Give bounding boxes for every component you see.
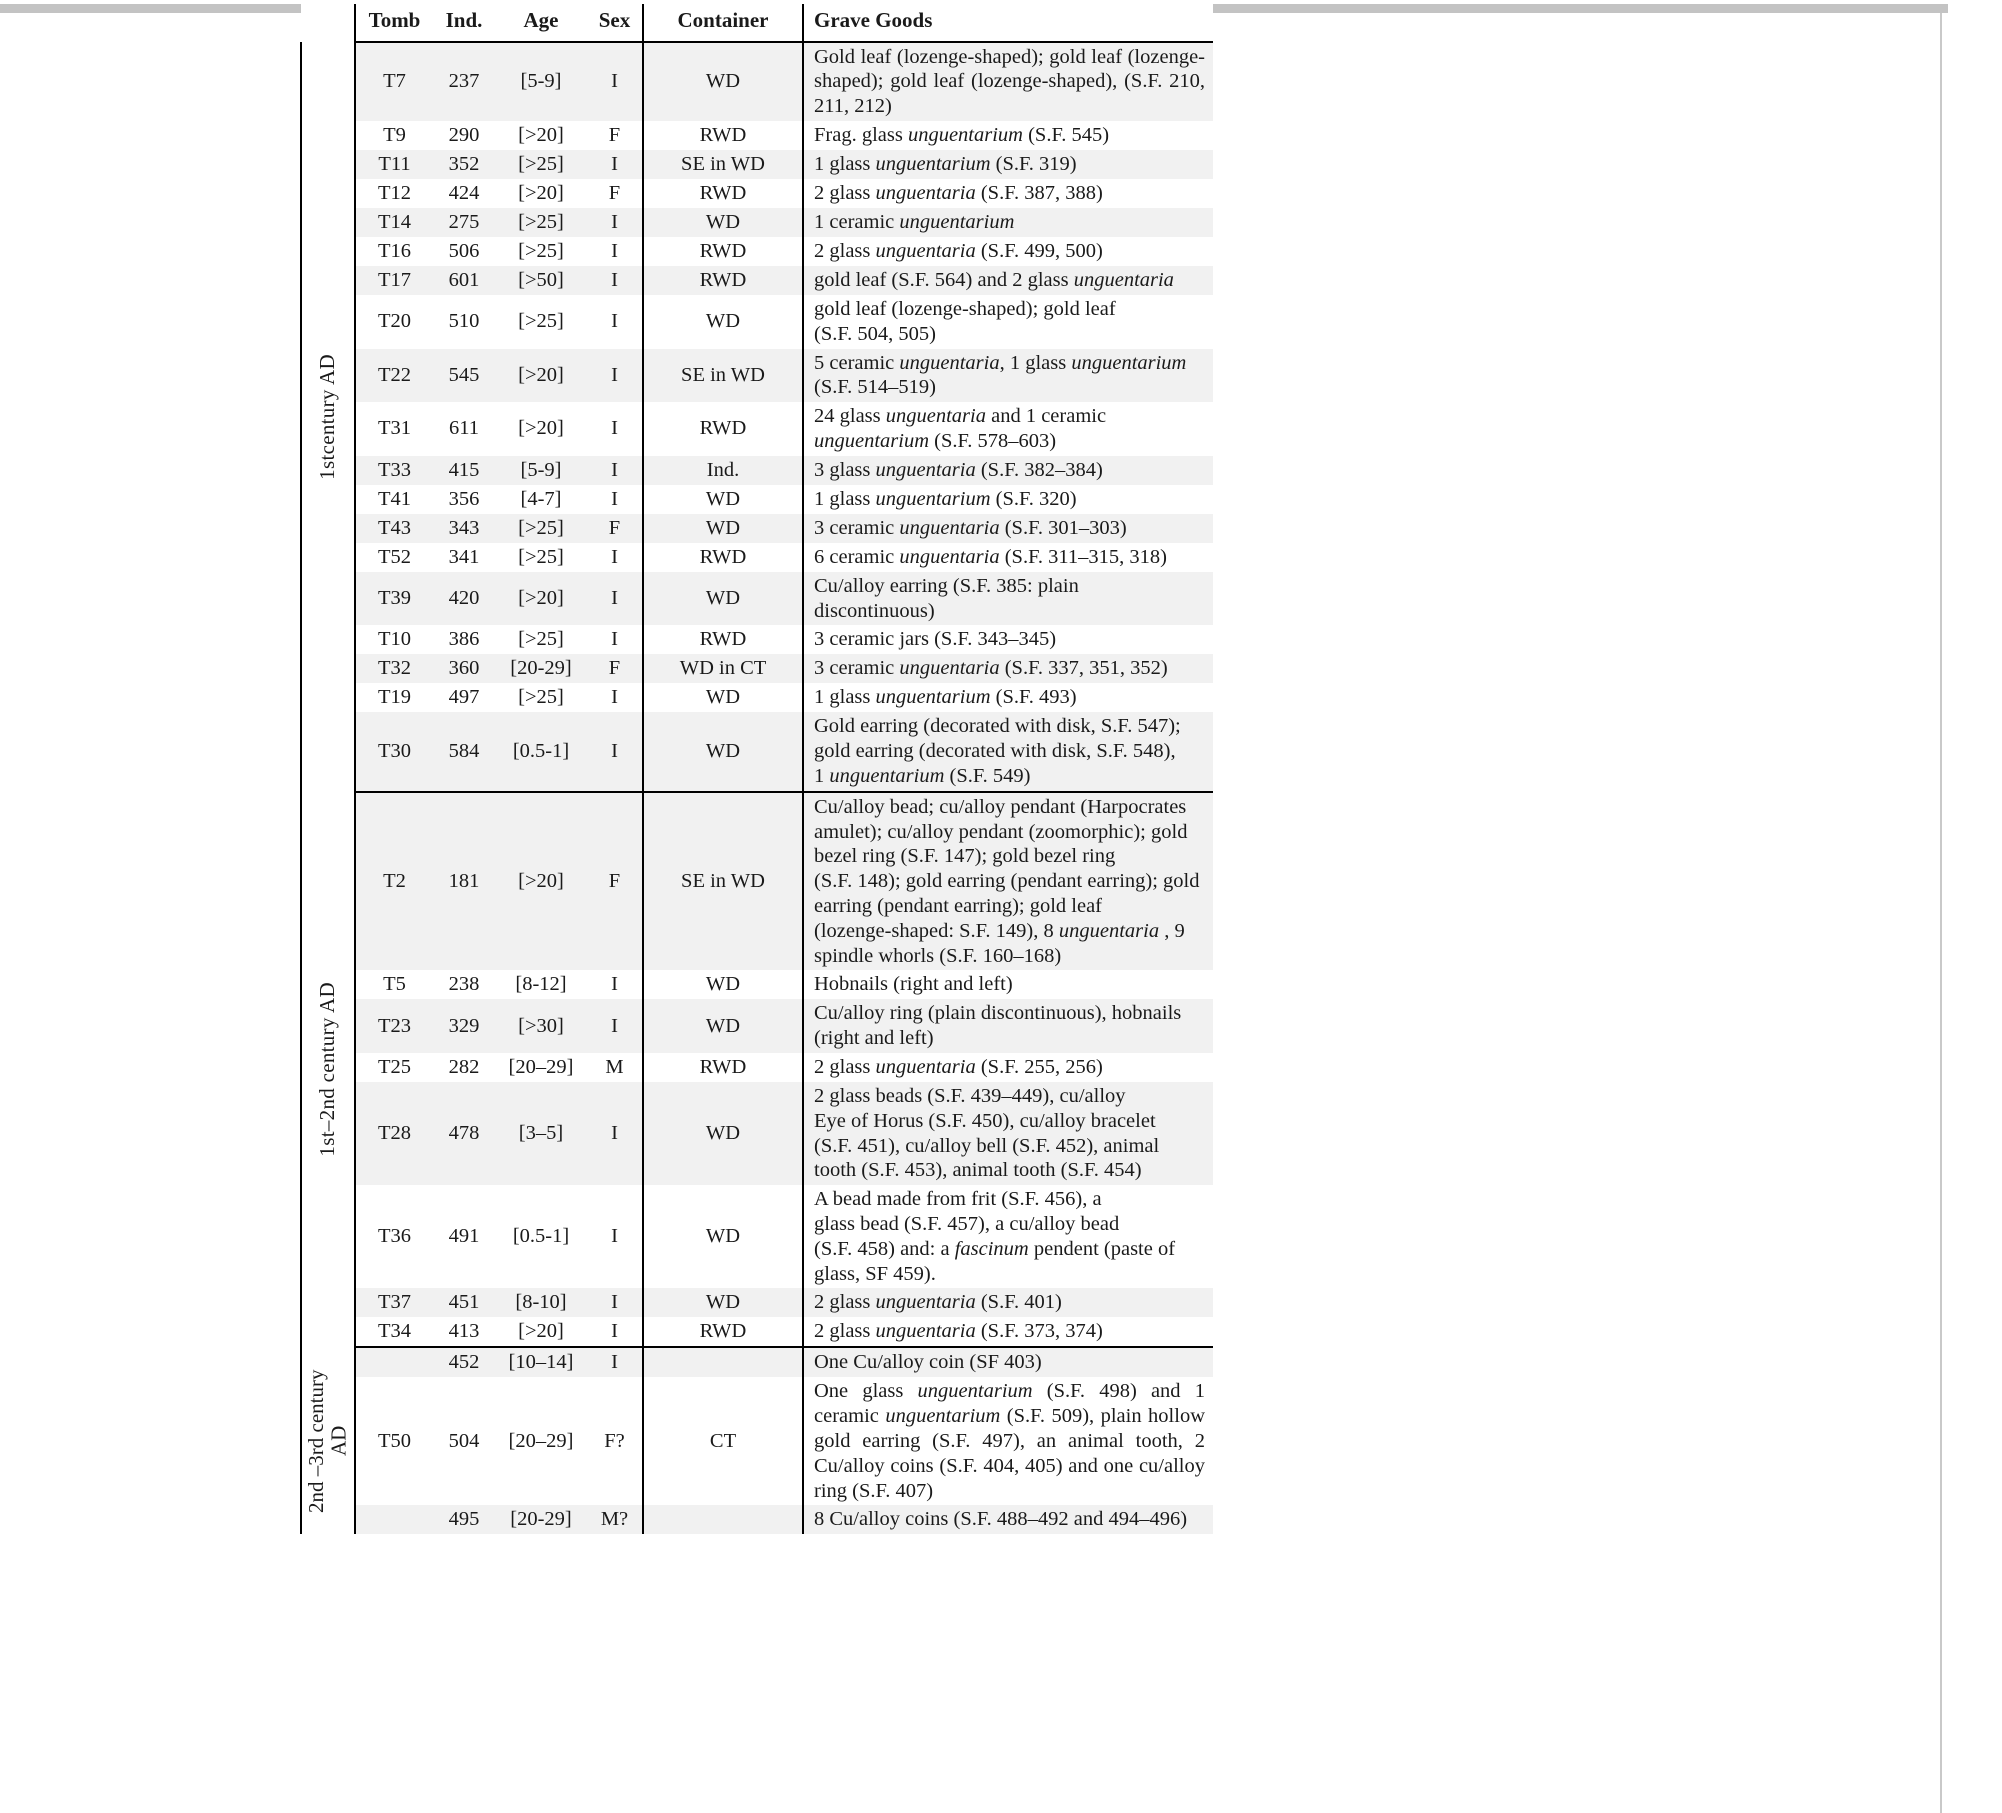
cell-tomb: T36 — [355, 1185, 433, 1288]
cell-container: WD — [643, 683, 803, 712]
cell-tomb: T19 — [355, 683, 433, 712]
cell-ind: 495 — [433, 1505, 495, 1534]
cell-tomb: T33 — [355, 456, 433, 485]
cell-container: SE in WD — [643, 150, 803, 179]
table-row — [301, 42, 1213, 121]
column-header-sex: Sex — [587, 4, 643, 42]
cell-ind: 237 — [433, 42, 495, 121]
cell-tomb: T5 — [355, 970, 433, 999]
cell-tomb: T34 — [355, 1317, 433, 1347]
cell-ind: 341 — [448, 545, 480, 568]
table-row — [301, 456, 1213, 485]
table-row — [301, 572, 1213, 626]
cell-ind: 545 — [433, 349, 495, 403]
column-header-tomb: Tomb — [355, 4, 433, 42]
cell-age: [>25] — [518, 686, 564, 709]
table-row — [301, 625, 1213, 654]
cell-grave-goods: Cu/alloy bead; cu/alloy pendant (Harpocrates amulet); cu/alloy pendant (zoomorphic); gold bezel ring (S.F. 147); gold bezel ring (S.F. 148); gold earring (pendant earring); gold earring (pendant earring); gold leaf (lozenge-shaped: S.F. 149), 8 unguentaria , 9 spindle whorls (S.F. 160–168) — [803, 792, 1213, 971]
table-row — [301, 295, 1213, 349]
cell-tomb: T50 — [355, 1377, 433, 1505]
cell-age: [>25] — [518, 240, 564, 262]
period-label: 1stcentury AD — [315, 353, 340, 480]
cell-age: [0.5-1] — [512, 1225, 570, 1248]
cell-grave-goods: 2 glass unguentaria (S.F. 373, 374) — [803, 1317, 1213, 1347]
cell-tomb: T14 — [355, 208, 433, 237]
cell-tomb: T10 — [355, 625, 433, 654]
column-header-container: Container — [643, 4, 803, 42]
cell-grave-goods: Hobnails (right and left) — [803, 970, 1213, 999]
cell-sex: I — [611, 686, 618, 709]
cell-container: WD — [643, 485, 803, 514]
cell-ind: 386 — [448, 628, 480, 651]
cell-age: [20–29] — [508, 1429, 574, 1452]
cell-ind: 497 — [448, 686, 480, 709]
cell-tomb: T9 — [355, 121, 433, 150]
table-row — [301, 485, 1213, 514]
cell-container: WD — [643, 514, 803, 543]
cell-sex: I — [587, 999, 643, 1053]
cell-grave-goods: 1 glass unguentarium (S.F. 319) — [803, 150, 1213, 179]
cell-grave-goods: One Cu/alloy coin (SF 403) — [803, 1347, 1213, 1377]
cell-ind: 282 — [448, 1055, 480, 1078]
cell-age: [>20] — [495, 1317, 587, 1347]
cell-container: RWD — [643, 266, 803, 295]
cell-ind: 611 — [449, 417, 479, 440]
cell-container: WD — [643, 208, 803, 237]
cell-age: [4-7] — [520, 487, 562, 510]
cell-age: [10–14] — [495, 1347, 587, 1377]
cell-sex: M? — [587, 1505, 643, 1534]
cell-grave-goods: 1 ceramic unguentarium — [803, 208, 1213, 237]
cell-ind: 504 — [448, 1429, 480, 1452]
table-row — [301, 683, 1213, 712]
cell-sex: I — [611, 240, 618, 262]
cell-sex: I — [587, 1347, 643, 1377]
cell-age: [3–5] — [495, 1082, 587, 1185]
cell-age: [>50] — [495, 266, 587, 295]
cell-age: [5-9] — [495, 456, 587, 485]
table-row — [301, 514, 1213, 543]
table-row — [301, 712, 1213, 791]
cell-ind: 452 — [433, 1347, 495, 1377]
cell-sex: I — [587, 572, 643, 626]
cell-container: WD — [643, 1185, 803, 1288]
cell-container: WD — [643, 970, 803, 999]
table-row — [301, 654, 1213, 683]
cell-grave-goods: Cu/alloy earring (S.F. 385: plain discontinuous) — [803, 572, 1213, 626]
cell-age: [0.5-1] — [495, 712, 587, 791]
cell-grave-goods: 6 ceramic unguentaria (S.F. 311–315, 318) — [803, 543, 1213, 572]
grave-goods-table-container — [300, 4, 1212, 1534]
cell-grave-goods: gold leaf (S.F. 564) and 2 glass unguentaria — [803, 266, 1213, 295]
table-row — [301, 1505, 1213, 1534]
cell-sex: I — [611, 417, 618, 440]
cell-tomb: T39 — [355, 572, 433, 626]
cell-tomb: T23 — [355, 999, 433, 1053]
cell-grave-goods: 3 ceramic unguentaria (S.F. 301–303) — [803, 514, 1213, 543]
cell-container: RWD — [643, 121, 803, 150]
cell-grave-goods: One glass unguentarium (S.F. 498) and 1 ceramic unguentarium (S.F. 509), plain hollow gold earring (S.F. 497), an animal tooth, 2 Cu/alloy coins (S.F. 404, 405) and one cu/alloy ring (S.F. 407) — [803, 1377, 1213, 1505]
cell-sex: F — [608, 124, 621, 146]
cell-ind: 420 — [433, 572, 495, 626]
table-row — [301, 543, 1213, 572]
cell-container: RWD — [643, 237, 803, 266]
cell-age: [20-29] — [495, 654, 587, 683]
table-row — [301, 1347, 1213, 1377]
cell-sex: I — [587, 712, 643, 791]
cell-grave-goods: 2 glass beads (S.F. 439–449), cu/alloy Eye of Horus (S.F. 450), cu/alloy bracelet (S.F. 451), cu/alloy bell (S.F. 452), animal tooth (S.F. 453), animal tooth (S.F. 454) — [803, 1082, 1213, 1185]
table-header-row — [301, 4, 1213, 42]
table-row — [301, 266, 1213, 295]
cell-sex: I — [587, 1317, 643, 1347]
cell-age: [20-29] — [495, 1505, 587, 1534]
cell-sex: I — [587, 42, 643, 121]
cell-sex: I — [587, 456, 643, 485]
cell-grave-goods: 1 glass unguentarium (S.F. 320) — [803, 485, 1213, 514]
cell-grave-goods: 3 ceramic unguentaria (S.F. 337, 351, 352) — [803, 654, 1213, 683]
cell-sex: I — [587, 150, 643, 179]
cell-tomb: T22 — [355, 349, 433, 403]
cell-sex: I — [611, 1225, 618, 1248]
cell-tomb: T28 — [355, 1082, 433, 1185]
cell-sex: I — [587, 1288, 643, 1317]
table-row — [301, 121, 1213, 150]
cell-sex: F — [587, 792, 643, 971]
cell-sex: I — [587, 1082, 643, 1185]
cell-container: RWD — [643, 1053, 803, 1082]
cell-ind: 238 — [448, 973, 480, 996]
cell-age: [>20] — [518, 417, 564, 440]
cell-tomb: T20 — [355, 295, 433, 349]
page-right-edge — [1940, 13, 1942, 1813]
cell-ind: 451 — [433, 1288, 495, 1317]
cell-age: [>25] — [518, 310, 564, 333]
cell-ind: 424 — [448, 182, 480, 204]
cell-tomb: T37 — [355, 1288, 433, 1317]
cell-grave-goods: 24 glass unguentaria and 1 ceramic unguentarium (S.F. 578–603) — [803, 402, 1213, 456]
table-row — [301, 179, 1213, 208]
cell-ind: 275 — [433, 208, 495, 237]
cell-age: [8-12] — [515, 973, 567, 996]
cell-tomb — [355, 1505, 433, 1534]
cell-grave-goods: Cu/alloy ring (plain discontinuous), hobnails (right and left) — [803, 999, 1213, 1053]
table-row — [301, 150, 1213, 179]
cell-sex: I — [611, 487, 618, 510]
cell-age: [>20] — [518, 182, 564, 204]
cell-grave-goods: 1 glass unguentarium (S.F. 493) — [803, 683, 1213, 712]
column-header-age: Age — [495, 4, 587, 42]
table-row — [301, 1377, 1213, 1505]
cell-sex: I — [611, 545, 618, 568]
cell-tomb: T43 — [355, 514, 433, 543]
cell-age: [>25] — [495, 514, 587, 543]
table-row — [301, 999, 1213, 1053]
cell-grave-goods: 2 glass unguentaria (S.F. 255, 256) — [803, 1053, 1213, 1082]
table-row — [301, 1317, 1213, 1347]
cell-age: [>20] — [495, 572, 587, 626]
cell-sex: I — [611, 310, 618, 333]
cell-container: WD — [643, 999, 803, 1053]
table-row — [301, 970, 1213, 999]
cell-ind: 584 — [433, 712, 495, 791]
table-row — [301, 237, 1213, 266]
table-header — [301, 4, 1213, 42]
cell-grave-goods: Gold earring (decorated with disk, S.F. 547); gold earring (decorated with disk, S.F. 548), 1 unguentarium (S.F. 549) — [803, 712, 1213, 791]
cell-container: WD in CT — [643, 654, 803, 683]
cell-tomb: T2 — [355, 792, 433, 971]
cell-ind: 415 — [433, 456, 495, 485]
cell-ind: 181 — [433, 792, 495, 971]
cell-ind: 601 — [433, 266, 495, 295]
cell-age: [20–29] — [508, 1055, 574, 1078]
cell-container: RWD — [643, 543, 803, 572]
table-row — [301, 1053, 1213, 1082]
cell-ind: 356 — [448, 487, 480, 510]
cell-container: RWD — [643, 179, 803, 208]
cell-ind: 352 — [433, 150, 495, 179]
cell-tomb: T11 — [355, 150, 433, 179]
cell-container — [643, 1347, 803, 1377]
cell-container: WD — [643, 295, 803, 349]
cell-tomb: T32 — [355, 654, 433, 683]
cell-ind: 510 — [448, 310, 480, 333]
table-row — [301, 349, 1213, 403]
cell-container: CT — [643, 1377, 803, 1505]
cell-sex: F — [587, 654, 643, 683]
period-label: 2nd –3rd century AD — [304, 1369, 351, 1513]
cell-tomb: T17 — [355, 266, 433, 295]
table-row — [301, 792, 1213, 971]
cell-sex: I — [587, 266, 643, 295]
cell-age: [>25] — [495, 208, 587, 237]
cell-age: [>25] — [495, 150, 587, 179]
cell-sex: M — [605, 1055, 624, 1078]
period-label: 1st–2nd century AD — [315, 982, 340, 1157]
cell-container: RWD — [643, 625, 803, 654]
cell-grave-goods: Gold leaf (lozenge-shaped); gold leaf (lozenge-shaped); gold leaf (lozenge-shaped), (S.F. 210, 211, 212) — [803, 42, 1213, 121]
period-label-cell — [301, 42, 355, 792]
cell-container: SE in WD — [643, 349, 803, 403]
cell-grave-goods: 3 glass unguentaria (S.F. 382–384) — [803, 456, 1213, 485]
cell-container: RWD — [643, 1317, 803, 1347]
cell-age: [>30] — [495, 999, 587, 1053]
cell-container — [643, 1505, 803, 1534]
cell-container: WD — [643, 1082, 803, 1185]
table-row — [301, 1082, 1213, 1185]
period-label-cell — [301, 792, 355, 1348]
cell-grave-goods: gold leaf (lozenge-shaped); gold leaf (S.F. 504, 505) — [803, 295, 1213, 349]
cell-sex: I — [611, 628, 618, 651]
cell-grave-goods: 2 glass unguentaria (S.F. 401) — [803, 1288, 1213, 1317]
cell-ind: 491 — [448, 1225, 480, 1248]
cell-sex: I — [587, 208, 643, 237]
cell-grave-goods: 3 ceramic jars (S.F. 343–345) — [803, 625, 1213, 654]
cell-sex: I — [587, 349, 643, 403]
column-header-ind: Ind. — [433, 4, 495, 42]
cell-container: WD — [643, 42, 803, 121]
cell-age: [>25] — [518, 628, 564, 651]
cell-tomb: T16 — [355, 237, 433, 266]
cell-grave-goods: Frag. glass unguentarium (S.F. 545) — [803, 121, 1213, 150]
cell-grave-goods: 2 glass unguentaria (S.F. 499, 500) — [803, 237, 1213, 266]
cell-age: [5-9] — [495, 42, 587, 121]
cell-container: WD — [643, 1288, 803, 1317]
cell-age: [>20] — [495, 792, 587, 971]
cell-grave-goods: A bead made from frit (S.F. 456), a glass bead (S.F. 457), a cu/alloy bead (S.F. 458) and: a fascinum pendent (paste of glass, SF 459). — [803, 1185, 1213, 1288]
cell-tomb: T30 — [355, 712, 433, 791]
column-header-period — [301, 4, 355, 42]
grave-goods-table — [300, 4, 1213, 1534]
cell-ind: 413 — [433, 1317, 495, 1347]
cell-container: Ind. — [643, 456, 803, 485]
cell-grave-goods: 5 ceramic unguentaria, 1 glass unguentarium (S.F. 514–519) — [803, 349, 1213, 403]
table-row — [301, 208, 1213, 237]
cell-container: RWD — [643, 402, 803, 456]
table-body — [301, 42, 1213, 1535]
cell-tomb: T52 — [355, 543, 433, 572]
cell-grave-goods: 8 Cu/alloy coins (S.F. 488–492 and 494–496) — [803, 1505, 1213, 1534]
cell-container: WD — [643, 572, 803, 626]
cell-age: [>20] — [495, 349, 587, 403]
column-header-grave-goods: Grave Goods — [803, 4, 1213, 42]
cell-sex: F — [587, 514, 643, 543]
cell-age: [>25] — [518, 545, 564, 568]
cell-tomb: T41 — [355, 485, 433, 514]
cell-age: [>20] — [518, 124, 564, 146]
cell-container: WD — [643, 712, 803, 791]
cell-tomb: T7 — [355, 42, 433, 121]
cell-sex: F — [608, 182, 621, 204]
cell-grave-goods: 2 glass unguentaria (S.F. 387, 388) — [803, 179, 1213, 208]
cell-ind: 506 — [448, 240, 480, 262]
cell-container: SE in WD — [643, 792, 803, 971]
cell-tomb: T31 — [355, 402, 433, 456]
cell-ind: 343 — [433, 514, 495, 543]
cell-age: [8-10] — [495, 1288, 587, 1317]
cell-tomb — [355, 1347, 433, 1377]
table-row — [301, 1288, 1213, 1317]
cell-sex: F? — [604, 1429, 625, 1452]
cell-sex: I — [611, 973, 618, 996]
cell-ind: 360 — [433, 654, 495, 683]
period-label-cell — [301, 1347, 355, 1534]
table-row — [301, 1185, 1213, 1288]
cell-ind: 478 — [433, 1082, 495, 1185]
table-row — [301, 402, 1213, 456]
cell-tomb: T12 — [355, 179, 433, 208]
cell-ind: 329 — [433, 999, 495, 1053]
cell-tomb: T25 — [355, 1053, 433, 1082]
cell-ind: 290 — [448, 124, 480, 146]
